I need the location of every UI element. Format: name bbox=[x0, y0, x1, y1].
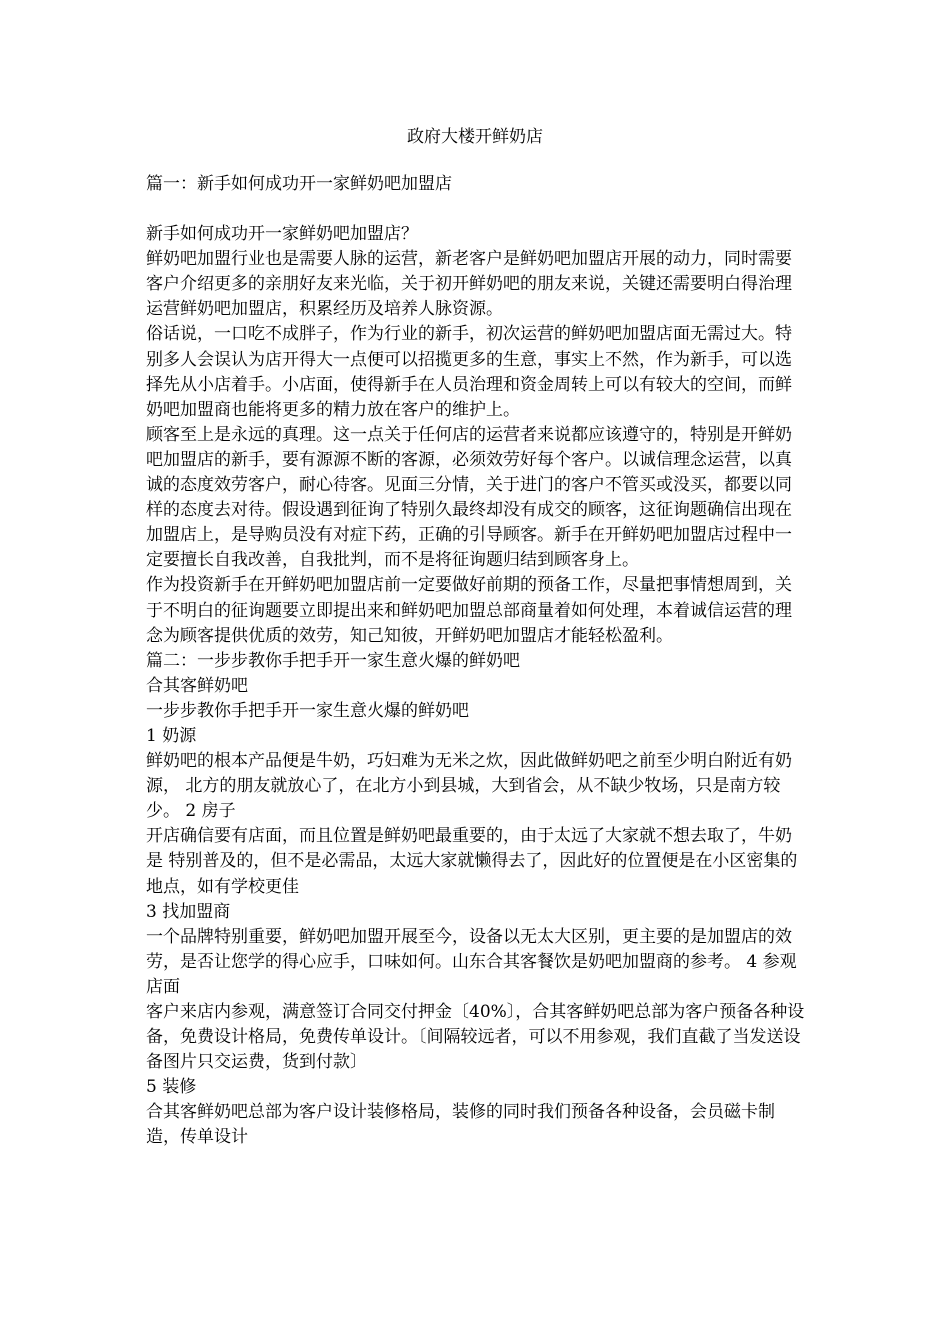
section2-line: 开店确信要有店面，而且位置是鲜奶吧最重要的，由于太远了大家就不想去取了，牛奶是 特别普及的，但不是必需品，太远大家就懒得去了，因此好的位置便是在小区密集的地点，如有学校更佳 bbox=[146, 826, 798, 897]
section2-heading: 篇二：一步步教你手把手开一家生意火爆的鲜奶吧 bbox=[146, 650, 520, 671]
section1-paragraph: 鲜奶吧加盟行业也是需要人脉的运营，新老客户是鲜奶吧加盟店开展的动力，同时需要客户介绍更多的亲朋好友来光临，关于初开鲜奶吧的朋友来说，关键还需要明白得治理运营鲜奶吧加盟店，积累经历及培养人脉资源。 bbox=[146, 249, 792, 320]
section1-paragraph: 作为投资新手在开鲜奶吧加盟店前一定要做好前期的预备工作，尽量把事情想周到，关于不明白的征询题要立即提出来和鲜奶吧加盟总部商量着如何处理，本着诚信运营的理念为顾客提供优质的效劳，知己知彼，开鲜奶吧加盟店才能轻松盈利。 bbox=[146, 575, 792, 646]
document-title: 政府大楼开鲜奶店 bbox=[407, 127, 543, 147]
section1-subheading: 新手如何成功开一家鲜奶吧加盟店？ bbox=[146, 224, 418, 245]
section2-line: 5 装修 bbox=[146, 1077, 197, 1098]
section2-line: 1 奶源 bbox=[146, 725, 197, 746]
document-body bbox=[146, 172, 806, 1151]
section2-line: 一步步教你手把手开一家生意火爆的鲜奶吧 bbox=[146, 700, 469, 721]
section2-line: 3 找加盟商 bbox=[146, 901, 231, 922]
section1-heading: 篇一：新手如何成功开一家鲜奶吧加盟店 bbox=[146, 174, 452, 194]
section2-line: 客户来店内参观，满意签订合同交付押金〔40%〕，合其客鲜奶吧总部为客户预备各种设备，免费设计格局，免费传单设计。〔间隔较远者，可以不用参观，我们直截了当发送设备图片只交运费，货到付款〕 bbox=[146, 1002, 805, 1073]
section1-paragraph: 顾客至上是永远的真理。这一点关于任何店的运营者来说都应该遵守的，特别是开鲜奶吧加盟店的新手，要有源源不断的客源，必须效劳好每个客户。以诚信理念运营，以真诚的态度效劳客户，耐心待客。见面三分情，关于进门的客户不管买或没买，都要以同样的态度去对待。假设遇到征询了特别久最终却没有成交的顾客，这征询题确信出现在加盟店上，是导购员没有对症下药，正确的引导顾客。新手在开鲜奶吧加盟店过程中一定要擅长自我改善，自我批判，而不是将征询题归结到顾客身上。 bbox=[146, 424, 792, 571]
section1-paragraph: 俗话说，一口吃不成胖子，作为行业的新手，初次运营的鲜奶吧加盟店面无需过大。特别多人会误认为店开得大一点便可以招揽更多的生意，事实上不然，作为新手，可以选择先从小店着手。小店面，使得新手在人员治理和资金周转上可以有较大的空间，而鲜奶吧加盟商也能将更多的精力放在客户的维护上。 bbox=[146, 324, 792, 420]
section2-line: 一个品牌特别重要，鲜奶吧加盟开展至今，设备以无太大区别，更主要的是加盟店的效劳，是否让您学的得心应手，口味如何。山东合其客餐饮是奶吧加盟商的参考。 4 参观店面 bbox=[146, 926, 797, 997]
section2-line: 合其客鲜奶吧 bbox=[146, 675, 248, 696]
section2-line: 鲜奶吧的根本产品便是牛奶，巧妇难为无米之炊，因此做鲜奶吧之前至少明白附近有奶源， 北方的朋友就放心了，在北方小到县城，大到省会，从不缺少牧场，只是南方较少。 2 房子 bbox=[146, 751, 792, 822]
section2-line: 合其客鲜奶吧总部为客户设计装修格局，装修的同时我们预备各种设备，会员磁卡制造，传单设计 bbox=[146, 1102, 775, 1148]
